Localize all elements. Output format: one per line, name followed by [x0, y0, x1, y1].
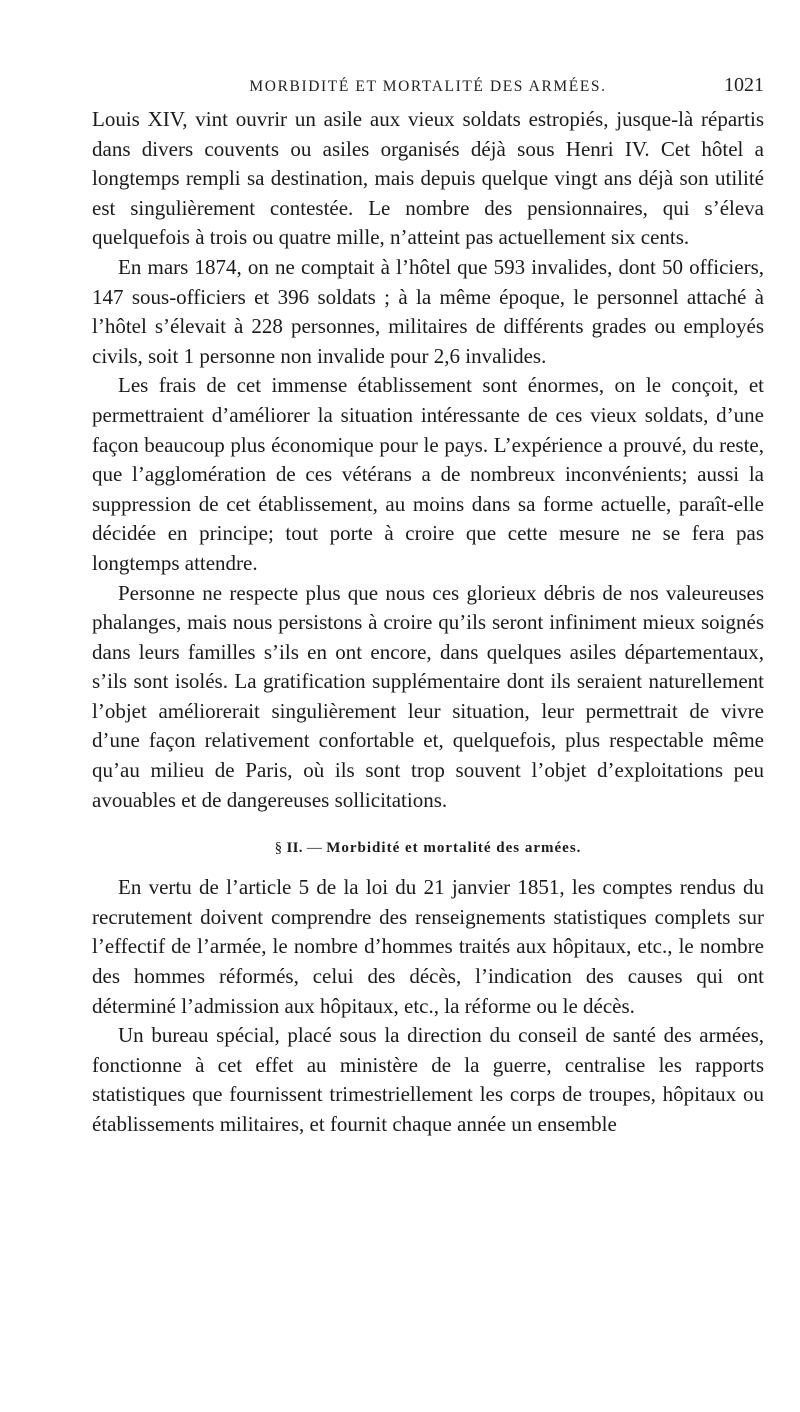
running-title: MORBIDITÉ ET MORTALITÉ DES ARMÉES. — [249, 78, 607, 95]
paragraph: En vertu de l’article 5 de la loi du 21 janvier 1851, les comptes rendus du recrutement doivent comprendre des renseignements statistiques complets sur l’effectif de l’armée, le nombre d’hommes traités aux hôpitaux, etc., le nombre des hommes réformés, celui des décès, l’indication des causes qui ont déterminé l’admission aux hôpitaux, etc., la réforme ou le décès. — [92, 875, 764, 1018]
body-text — [92, 105, 764, 1140]
paragraph: Les frais de cet immense établissement sont énormes, on le conçoit, et permettraient d’améliorer la situation intéressante de ces vieux soldats, d’une façon beaucoup plus économique pour le pays. L’expérience a prouvé, du reste, que l’agglomération de ces vétérans a de nombreux inconvénients; aussi la suppression de cet établissement, au moins dans sa forme actuelle, paraît-elle décidée en principe; tout porte à croire que cette mesure ne se fera pas longtemps attendre. — [92, 373, 764, 575]
paragraph: Louis XIV, vint ouvrir un asile aux vieux soldats estropiés, jusque-là répartis dans divers couvents ou asiles organisés déjà sous Henri IV. Cet hôtel a longtemps rempli sa destination, mais depuis quelque vingt ans déjà son utilité est singulièrement contestée. Le nombre des pensionnaires, qui s’éleva quelquefois à trois ou quatre mille, n’atteint pas actuellement six cents. — [92, 107, 764, 250]
section-number: II. — [286, 840, 303, 857]
section-dash: — — [306, 840, 323, 857]
page-number: 1021 — [724, 74, 764, 96]
section-title: Morbidité et mortalité des armées. — [326, 840, 582, 857]
running-header — [92, 74, 764, 100]
section-heading — [92, 833, 764, 863]
section-mark: § — [274, 840, 283, 857]
paragraph: Personne ne respecte plus que nous ces glorieux débris de nos valeureuses phalanges, mais nous persistons à croire qu’ils seront infiniment mieux soignés dans leurs familles s’ils en ont encore, dans quelques asiles départementaux, s’ils sont isolés. La gratification supplémentaire dont ils seraient naturellement l’objet améliorerait singulièrement leur situation, leur permettrait de vivre d’une façon relativement confortable et, quelquefois, plus respectable même qu’au milieu de Paris, où ils sont trop souvent l’objet d’exploitations peu avouables et de dangereuses sollicitations. — [92, 580, 764, 812]
paragraph: Un bureau spécial, placé sous la direction du conseil de santé des armées, fonctionne à cet effet au ministère de la guerre, centralise les rapports statistiques que fournissent trimestriellement les corps de troupes, hôpitaux ou établissements militaires, et fournit chaque année un ensemble — [92, 1023, 764, 1136]
paragraph: En mars 1874, on ne comptait à l’hôtel que 593 invalides, dont 50 officiers, 147 sous-officiers et 396 soldats ; à la même époque, le personnel attaché à l’hôtel s’élevait à 228 personnes, militaires de différents grades ou employés civils, soit 1 personne non invalide pour 2,6 invalides. — [92, 254, 764, 368]
